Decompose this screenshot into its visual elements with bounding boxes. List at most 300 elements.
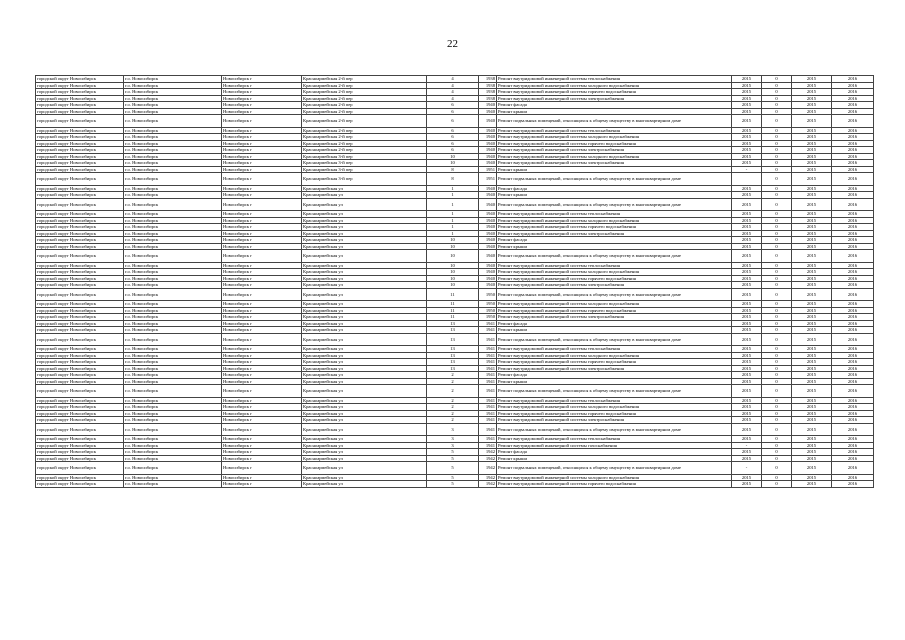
cell-street: Красноармейская ул (302, 320, 427, 327)
cell-street: Красноармейская ул (302, 481, 427, 488)
cell-street: Красноармейская ул (302, 372, 427, 379)
cell-municipality: г.о. Новосибирск (124, 82, 222, 89)
cell-cost: 0 (762, 449, 792, 456)
cell-street: Красноармейская ул (302, 352, 427, 359)
cell-municipality: г.о. Новосибирск (124, 404, 222, 411)
cell-municipality: г.о. Новосибирск (124, 250, 222, 263)
cell-work-type: Ремонт внутридомовой инженерной системы электроснабжения (497, 314, 732, 321)
cell-municipality: г.о. Новосибирск (124, 262, 222, 269)
cell-end-year: 2016 (832, 134, 874, 141)
cell-house-number: 4 (427, 76, 479, 83)
cell-municipality: г.о. Новосибирск (124, 127, 222, 134)
cell-house-number: 5 (427, 481, 479, 488)
cell-end-year: 2016 (832, 474, 874, 481)
cell-district: городской округ Новосибирск (36, 417, 124, 424)
cell-municipality: г.о. Новосибирск (124, 230, 222, 237)
cell-district: городской округ Новосибирск (36, 160, 124, 167)
cell-work-type: Ремонт внутридомовой инженерной системы горячего водоснабжения (497, 89, 732, 96)
cell-work-type: Ремонт крыши (497, 108, 732, 115)
cell-work-type: Ремонт подвальных помещений, относящихся к общему имуществу в многоквартирном доме (497, 288, 732, 301)
cell-start-year: 2015 (792, 365, 832, 372)
cell-cost: 0 (762, 198, 792, 211)
cell-work-type: Ремонт внутридомовой инженерной системы холодного водоснабжения (497, 82, 732, 89)
cell-cost: 0 (762, 372, 792, 379)
cell-work-type: Ремонт внутридомовой инженерной системы электроснабжения (497, 282, 732, 289)
cell-house-number: 5 (427, 455, 479, 462)
cell-cost: 0 (762, 481, 792, 488)
cell-city: Новосибирск г (222, 89, 302, 96)
cell-work-type: Ремонт внутридомовой инженерной системы теплоснабжения (497, 346, 732, 353)
cell-work-type: Ремонт внутридомовой инженерной системы холодного водоснабжения (497, 153, 732, 160)
cell-build-year: 1950 (479, 288, 497, 301)
cell-start-year: 2015 (792, 410, 832, 417)
cell-house-number: 1 (427, 198, 479, 211)
cell-district: городской округ Новосибирск (36, 140, 124, 147)
cell-build-year: 1940 (479, 262, 497, 269)
cell-cost: 0 (762, 436, 792, 443)
cell-cost: 0 (762, 442, 792, 449)
cell-cost: 0 (762, 462, 792, 475)
cell-district: городской округ Новосибирск (36, 230, 124, 237)
table-body (36, 76, 874, 488)
cell-street: Красноармейская ул (302, 385, 427, 398)
cell-municipality: г.о. Новосибирск (124, 410, 222, 417)
cell-start-year: 2015 (792, 372, 832, 379)
cell-street: Красноармейская ул (302, 243, 427, 250)
cell-plan-year: 2015 (732, 436, 762, 443)
cell-house-number: 4 (427, 89, 479, 96)
cell-work-type: Ремонт подвальных помещений, относящихся к общему имуществу в многоквартирном доме (497, 333, 732, 346)
cell-end-year: 2016 (832, 385, 874, 398)
cell-plan-year: 2015 (732, 185, 762, 192)
cell-city: Новосибирск г (222, 346, 302, 353)
cell-plan-year: 2015 (732, 217, 762, 224)
cell-build-year: 1940 (479, 275, 497, 282)
cell-district: городской округ Новосибирск (36, 115, 124, 128)
cell-plan-year: 2015 (732, 314, 762, 321)
cell-start-year: 2015 (792, 243, 832, 250)
cell-end-year: 2016 (832, 314, 874, 321)
cell-work-type: Ремонт фасада (497, 102, 732, 109)
cell-plan-year: - (732, 462, 762, 475)
cell-build-year: 1940 (479, 282, 497, 289)
cell-start-year: 2015 (792, 352, 832, 359)
cell-start-year: 2015 (792, 134, 832, 141)
cell-street: Красноармейская ул (302, 359, 427, 366)
cell-city: Новосибирск г (222, 127, 302, 134)
cell-house-number: 3 (427, 423, 479, 436)
cell-build-year: 1941 (479, 378, 497, 385)
cell-cost: 0 (762, 269, 792, 276)
cell-city: Новосибирск г (222, 76, 302, 83)
cell-house-number: 10 (427, 160, 479, 167)
cell-district: городской округ Новосибирск (36, 282, 124, 289)
cell-work-type: Ремонт внутридомовой инженерной системы электроснабжения (497, 230, 732, 237)
cell-work-type: Ремонт фасада (497, 237, 732, 244)
cell-district: городской округ Новосибирск (36, 372, 124, 379)
cell-cost: 0 (762, 365, 792, 372)
cell-city: Новосибирск г (222, 166, 302, 173)
cell-end-year: 2016 (832, 173, 874, 186)
cell-work-type: Ремонт подвальных помещений, относящихся к общему имуществу в многоквартирном доме (497, 385, 732, 398)
cell-house-number: 10 (427, 153, 479, 160)
cell-house-number: 13 (427, 346, 479, 353)
cell-end-year: 2016 (832, 442, 874, 449)
cell-end-year: 2016 (832, 160, 874, 167)
cell-cost: 0 (762, 237, 792, 244)
page-number: 22 (447, 38, 458, 50)
cell-build-year: 1940 (479, 250, 497, 263)
cell-municipality: г.о. Новосибирск (124, 237, 222, 244)
cell-plan-year: 2015 (732, 455, 762, 462)
cell-house-number: 3 (427, 442, 479, 449)
cell-city: Новосибирск г (222, 436, 302, 443)
cell-street: Красноармейская 2-й пер (302, 89, 427, 96)
cell-house-number: 5 (427, 462, 479, 475)
cell-build-year: 1941 (479, 397, 497, 404)
cell-house-number: 10 (427, 250, 479, 263)
cell-street: Красноармейская ул (302, 378, 427, 385)
cell-plan-year: 2015 (732, 127, 762, 134)
cell-start-year: 2015 (792, 423, 832, 436)
cell-plan-year: 2015 (732, 140, 762, 147)
cell-plan-year (732, 173, 762, 186)
cell-city: Новосибирск г (222, 134, 302, 141)
cell-district: городской округ Новосибирск (36, 449, 124, 456)
cell-start-year: 2015 (792, 140, 832, 147)
cell-end-year: 2016 (832, 320, 874, 327)
cell-work-type: Ремонт крыши (497, 327, 732, 334)
cell-end-year: 2016 (832, 140, 874, 147)
cell-work-type: Ремонт фасада (497, 372, 732, 379)
cell-plan-year: 2015 (732, 404, 762, 411)
cell-city: Новосибирск г (222, 462, 302, 475)
cell-work-type: Ремонт внутридомовой инженерной системы холодного водоснабжения (497, 217, 732, 224)
cell-work-type: Ремонт внутридомовой инженерной системы электроснабжения (497, 417, 732, 424)
cell-city: Новосибирск г (222, 385, 302, 398)
cell-plan-year: 2015 (732, 153, 762, 160)
cell-work-type: Ремонт внутридомовой инженерной системы электроснабжения (497, 160, 732, 167)
cell-street: Красноармейская ул (302, 436, 427, 443)
cell-district: городской округ Новосибирск (36, 76, 124, 83)
cell-cost: 0 (762, 423, 792, 436)
cell-city: Новосибирск г (222, 160, 302, 167)
cell-house-number: 2 (427, 378, 479, 385)
cell-district: городской округ Новосибирск (36, 423, 124, 436)
cell-house-number: 8 (427, 166, 479, 173)
cell-cost: 0 (762, 230, 792, 237)
cell-street: Красноармейская ул (302, 365, 427, 372)
cell-city: Новосибирск г (222, 404, 302, 411)
cell-house-number: 6 (427, 102, 479, 109)
table-row (36, 333, 874, 346)
cell-end-year: 2016 (832, 262, 874, 269)
cell-plan-year: 2015 (732, 372, 762, 379)
cell-build-year: 1951 (479, 166, 497, 173)
cell-municipality: г.о. Новосибирск (124, 211, 222, 218)
cell-work-type: Ремонт внутридомовой инженерной системы горячего водоснабжения (497, 275, 732, 282)
cell-municipality: г.о. Новосибирск (124, 423, 222, 436)
cell-start-year: 2015 (792, 108, 832, 115)
cell-work-type: Ремонт крыши (497, 166, 732, 173)
cell-start-year: 2015 (792, 82, 832, 89)
cell-end-year: 2016 (832, 307, 874, 314)
cell-house-number: 13 (427, 333, 479, 346)
cell-municipality: г.о. Новосибирск (124, 224, 222, 231)
cell-municipality: г.о. Новосибирск (124, 481, 222, 488)
cell-district: городской округ Новосибирск (36, 275, 124, 282)
cell-street: Красноармейская ул (302, 211, 427, 218)
cell-street: Красноармейская ул (302, 282, 427, 289)
cell-municipality: г.о. Новосибирск (124, 89, 222, 96)
cell-end-year: 2016 (832, 423, 874, 436)
cell-municipality: г.о. Новосибирск (124, 359, 222, 366)
cell-plan-year: 2015 (732, 192, 762, 199)
cell-start-year: 2015 (792, 333, 832, 346)
cell-municipality: г.о. Новосибирск (124, 378, 222, 385)
cell-build-year: 1940 (479, 147, 497, 154)
cell-district: городской округ Новосибирск (36, 327, 124, 334)
cell-build-year: 1941 (479, 385, 497, 398)
cell-end-year: 2016 (832, 269, 874, 276)
cell-municipality: г.о. Новосибирск (124, 269, 222, 276)
cell-city: Новосибирск г (222, 449, 302, 456)
cell-city: Новосибирск г (222, 237, 302, 244)
cell-plan-year: 2015 (732, 269, 762, 276)
cell-end-year: 2016 (832, 275, 874, 282)
cell-end-year: 2016 (832, 192, 874, 199)
cell-house-number: 10 (427, 275, 479, 282)
cell-cost: 0 (762, 397, 792, 404)
cell-plan-year: 2015 (732, 288, 762, 301)
cell-end-year: 2016 (832, 455, 874, 462)
cell-city: Новосибирск г (222, 211, 302, 218)
cell-end-year: 2016 (832, 198, 874, 211)
cell-start-year: 2015 (792, 115, 832, 128)
cell-municipality: г.о. Новосибирск (124, 346, 222, 353)
cell-district: городской округ Новосибирск (36, 346, 124, 353)
cell-street: Красноармейская ул (302, 397, 427, 404)
cell-cost: 0 (762, 82, 792, 89)
cell-district: городской округ Новосибирск (36, 127, 124, 134)
cell-work-type: Ремонт внутридомовой инженерной системы горячего водоснабжения (497, 224, 732, 231)
cell-start-year: 2015 (792, 320, 832, 327)
cell-house-number: 10 (427, 282, 479, 289)
cell-street: Красноармейская ул (302, 217, 427, 224)
cell-municipality: г.о. Новосибирск (124, 76, 222, 83)
cell-cost: 0 (762, 140, 792, 147)
cell-house-number: 6 (427, 127, 479, 134)
cell-district: городской округ Новосибирск (36, 365, 124, 372)
cell-district: городской округ Новосибирск (36, 320, 124, 327)
cell-street: Красноармейская 2-й пер (302, 134, 427, 141)
cell-build-year: 1950 (479, 307, 497, 314)
cell-cost: 0 (762, 417, 792, 424)
cell-house-number: 2 (427, 385, 479, 398)
cell-plan-year: 2015 (732, 352, 762, 359)
cell-start-year: 2015 (792, 95, 832, 102)
cell-end-year: 2016 (832, 481, 874, 488)
cell-build-year: 1940 (479, 140, 497, 147)
cell-street: Красноармейская ул (302, 275, 427, 282)
cell-end-year: 2016 (832, 410, 874, 417)
cell-start-year: 2015 (792, 282, 832, 289)
cell-street: Красноармейская 2-й пер (302, 95, 427, 102)
cell-district: городской округ Новосибирск (36, 262, 124, 269)
cell-district: городской округ Новосибирск (36, 359, 124, 366)
cell-district: городской округ Новосибирск (36, 89, 124, 96)
cell-street: Красноармейская 3-й пер (302, 153, 427, 160)
cell-end-year: 2016 (832, 327, 874, 334)
cell-end-year: 2016 (832, 365, 874, 372)
cell-work-type: Ремонт внутридомовой инженерной системы электроснабжения (497, 365, 732, 372)
cell-house-number: 4 (427, 82, 479, 89)
cell-start-year: 2015 (792, 237, 832, 244)
cell-district: городской округ Новосибирск (36, 481, 124, 488)
cell-build-year: 1941 (479, 327, 497, 334)
cell-district: городской округ Новосибирск (36, 250, 124, 263)
cell-start-year: 2015 (792, 269, 832, 276)
cell-house-number: 2 (427, 397, 479, 404)
cell-plan-year: 2015 (732, 385, 762, 398)
cell-city: Новосибирск г (222, 378, 302, 385)
cell-municipality: г.о. Новосибирск (124, 108, 222, 115)
cell-district: городской округ Новосибирск (36, 314, 124, 321)
table-row (36, 115, 874, 128)
table-row (36, 288, 874, 301)
cell-district: городской округ Новосибирск (36, 307, 124, 314)
cell-start-year: 2015 (792, 160, 832, 167)
cell-cost: 0 (762, 160, 792, 167)
cell-end-year: 2016 (832, 417, 874, 424)
cell-cost: 0 (762, 115, 792, 128)
cell-street: Красноармейская ул (302, 474, 427, 481)
cell-street: Красноармейская ул (302, 224, 427, 231)
cell-start-year: 2015 (792, 288, 832, 301)
cell-build-year: 1940 (479, 198, 497, 211)
cell-street: Красноармейская ул (302, 237, 427, 244)
cell-cost: 0 (762, 95, 792, 102)
cell-work-type: Ремонт внутридомовой инженерной системы горячего водоснабжения (497, 359, 732, 366)
cell-municipality: г.о. Новосибирск (124, 198, 222, 211)
cell-city: Новосибирск г (222, 108, 302, 115)
cell-work-type: Ремонт внутридомовой инженерной системы теплоснабжения (497, 436, 732, 443)
cell-work-type: Ремонт внутридомовой инженерной системы холодного водоснабжения (497, 301, 732, 308)
cell-build-year: 1941 (479, 359, 497, 366)
cell-city: Новосибирск г (222, 397, 302, 404)
cell-start-year: 2015 (792, 301, 832, 308)
cell-district: городской округ Новосибирск (36, 147, 124, 154)
cell-build-year: 1938 (479, 89, 497, 96)
cell-start-year: 2015 (792, 76, 832, 83)
cell-city: Новосибирск г (222, 217, 302, 224)
cell-cost: 0 (762, 352, 792, 359)
cell-start-year: 2015 (792, 217, 832, 224)
cell-street: Красноармейская ул (302, 404, 427, 411)
cell-city: Новосибирск г (222, 442, 302, 449)
cell-city: Новосибирск г (222, 192, 302, 199)
cell-district: городской округ Новосибирск (36, 185, 124, 192)
cell-start-year: 2015 (792, 147, 832, 154)
cell-city: Новосибирск г (222, 417, 302, 424)
cell-start-year: 2015 (792, 442, 832, 449)
cell-street: Красноармейская ул (302, 455, 427, 462)
cell-work-type: Ремонт внутридомовой инженерной системы теплоснабжения (497, 397, 732, 404)
cell-cost: 0 (762, 147, 792, 154)
cell-cost: 0 (762, 76, 792, 83)
cell-start-year: 2015 (792, 449, 832, 456)
cell-start-year: 2015 (792, 314, 832, 321)
cell-city: Новосибирск г (222, 198, 302, 211)
cell-municipality: г.о. Новосибирск (124, 282, 222, 289)
cell-plan-year: 2015 (732, 211, 762, 218)
cell-house-number: 6 (427, 140, 479, 147)
cell-cost: 0 (762, 173, 792, 186)
cell-house-number: 6 (427, 134, 479, 141)
cell-house-number: 13 (427, 365, 479, 372)
cell-municipality: г.о. Новосибирск (124, 243, 222, 250)
cell-plan-year: 2015 (732, 160, 762, 167)
cell-house-number: 1 (427, 230, 479, 237)
cell-municipality: г.о. Новосибирск (124, 160, 222, 167)
cell-cost: 0 (762, 307, 792, 314)
cell-street: Красноармейская ул (302, 307, 427, 314)
cell-end-year: 2016 (832, 76, 874, 83)
cell-city: Новосибирск г (222, 288, 302, 301)
cell-cost: 0 (762, 410, 792, 417)
cell-district: городской округ Новосибирск (36, 288, 124, 301)
cell-street: Красноармейская ул (302, 346, 427, 353)
cell-cost: 0 (762, 243, 792, 250)
cell-street: Красноармейская 2-й пер (302, 108, 427, 115)
cell-city: Новосибирск г (222, 82, 302, 89)
cell-plan-year: 2015 (732, 359, 762, 366)
cell-municipality: г.о. Новосибирск (124, 307, 222, 314)
cell-build-year: 1938 (479, 76, 497, 83)
cell-street: Красноармейская ул (302, 301, 427, 308)
cell-build-year: 1940 (479, 153, 497, 160)
cell-build-year: 1940 (479, 217, 497, 224)
cell-district: городской округ Новосибирск (36, 211, 124, 218)
cell-house-number: 10 (427, 269, 479, 276)
cell-house-number: 10 (427, 237, 479, 244)
cell-work-type: Ремонт внутридомовой инженерной системы горячего водоснабжения (497, 307, 732, 314)
cell-house-number: 13 (427, 359, 479, 366)
cell-house-number: 2 (427, 372, 479, 379)
cell-plan-year: 2015 (732, 397, 762, 404)
cell-build-year: 1941 (479, 442, 497, 449)
cell-start-year: 2015 (792, 166, 832, 173)
cell-street: Красноармейская ул (302, 198, 427, 211)
cell-city: Новосибирск г (222, 314, 302, 321)
cell-end-year: 2016 (832, 352, 874, 359)
cell-start-year: 2015 (792, 250, 832, 263)
cell-municipality: г.о. Новосибирск (124, 365, 222, 372)
cell-end-year: 2016 (832, 237, 874, 244)
cell-house-number: 11 (427, 314, 479, 321)
cell-plan-year: - (732, 442, 762, 449)
cell-house-number: 1 (427, 217, 479, 224)
cell-district: городской округ Новосибирск (36, 410, 124, 417)
cell-end-year: 2016 (832, 82, 874, 89)
cell-cost: 0 (762, 288, 792, 301)
cell-build-year: 1951 (479, 173, 497, 186)
cell-work-type: Ремонт подвальных помещений, относящихся к общему имуществу в многоквартирном доме (497, 173, 732, 186)
cell-municipality: г.о. Новосибирск (124, 166, 222, 173)
cell-district: городской округ Новосибирск (36, 455, 124, 462)
cell-house-number: 1 (427, 211, 479, 218)
cell-work-type: Ремонт фасада (497, 449, 732, 456)
